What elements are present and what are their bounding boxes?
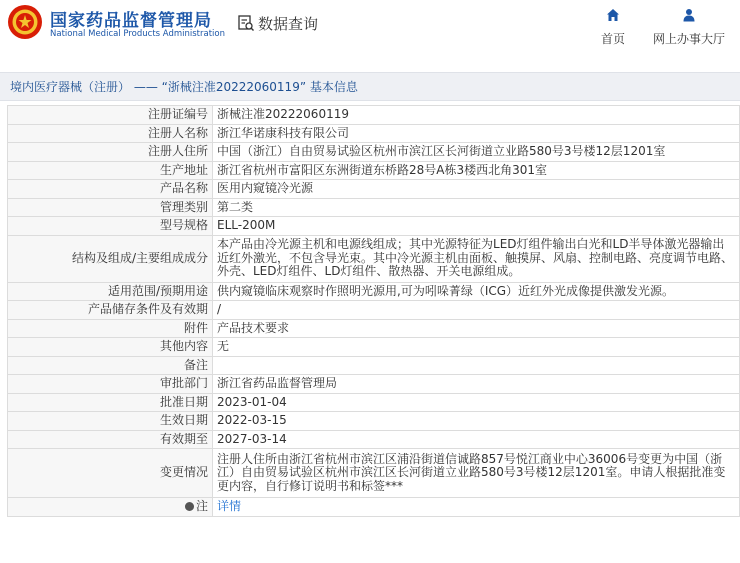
home-icon — [606, 8, 620, 22]
nav-home-label: 首页 — [600, 32, 625, 46]
data-query-link[interactable] — [237, 12, 318, 34]
field-value: 2023-01-04 — [213, 393, 740, 412]
field-value: 浙械注准20222060119 — [213, 106, 740, 125]
org-name-en: National Medical Products Administration — [50, 29, 225, 39]
table-row — [8, 143, 740, 162]
table-row — [8, 106, 740, 125]
field-value — [213, 356, 740, 375]
breadcrumb-bar — [0, 72, 740, 101]
field-label: 产品储存条件及有效期 — [8, 301, 213, 320]
table-row — [8, 319, 740, 338]
table-row — [8, 217, 740, 236]
note-value-cell — [213, 498, 740, 517]
field-label: 注册人住所 — [8, 143, 213, 162]
org-name-cn: 国家药品监督管理局 — [50, 11, 212, 31]
table-row — [8, 301, 740, 320]
note-label: 注 — [195, 499, 208, 513]
field-value: 产品技术要求 — [213, 319, 740, 338]
table-row — [8, 161, 740, 180]
field-label: 生产地址 — [8, 161, 213, 180]
field-value: 本产品由冷光源主机和电源线组成；其中光源特征为LED灯组件输出白光和LD半导体激光器输出近红外激光，不包含导光束。其中冷光源主机由面板、触摸屏、风扇、控制电路、亮度调节电路、外壳、LED灯组件、LD灯组件、散热器、开关电源组成。 — [213, 235, 740, 282]
table-row — [8, 430, 740, 449]
table-row — [8, 356, 740, 375]
note-label-cell — [8, 498, 213, 517]
data-query-icon — [237, 14, 255, 32]
field-label: 审批部门 — [8, 375, 213, 394]
field-label: 附件 — [8, 319, 213, 338]
details-link[interactable]: 详情 — [217, 499, 242, 513]
data-query-label: 数据查询 — [258, 14, 319, 33]
table-row — [8, 180, 740, 199]
note-bullet-icon — [185, 502, 194, 511]
table-row — [8, 198, 740, 217]
site-header — [0, 0, 740, 62]
field-value: ELL-200M — [213, 217, 740, 236]
field-label: 注册人名称 — [8, 124, 213, 143]
table-row — [8, 235, 740, 282]
field-label: 管理类别 — [8, 198, 213, 217]
field-value: 浙江省杭州市富阳区东洲街道东桥路28号A栋3楼西北角301室 — [213, 161, 740, 180]
table-row — [8, 375, 740, 394]
nmpa-emblem-icon — [7, 4, 43, 40]
field-label: 注册证编号 — [8, 106, 213, 125]
nav-online-service-hall[interactable] — [650, 8, 728, 47]
device-info-table — [7, 105, 740, 517]
field-value: 医用内窥镜冷光源 — [213, 180, 740, 199]
breadcrumb: 境内医疗器械（注册） —— “浙械注准20222060119” 基本信息 — [10, 80, 358, 94]
table-row-note — [8, 498, 740, 517]
user-icon — [682, 8, 696, 22]
field-label: 批准日期 — [8, 393, 213, 412]
field-value: 注册人住所由浙江省杭州市滨江区浦沿街道信诚路857号悦江商业中心36006号变更为中国（浙江）自由贸易试验区杭州市滨江区长河街道立业路580号3号楼12层1201室。申请人根据批准变更内容，自行修订说明书和标签*** — [213, 449, 740, 498]
table-row — [8, 124, 740, 143]
nav-home[interactable] — [598, 8, 628, 47]
field-label: 型号规格 — [8, 217, 213, 236]
table-row — [8, 449, 740, 498]
field-label: 备注 — [8, 356, 213, 375]
field-value: 浙江省药品监督管理局 — [213, 375, 740, 394]
field-label: 变更情况 — [8, 449, 213, 498]
field-value: 无 — [213, 338, 740, 357]
field-label: 产品名称 — [8, 180, 213, 199]
table-row — [8, 282, 740, 301]
field-label: 结构及组成/主要组成成分 — [8, 235, 213, 282]
field-value: 2022-03-15 — [213, 412, 740, 431]
field-value: 2027-03-14 — [213, 430, 740, 449]
field-label: 有效期至 — [8, 430, 213, 449]
field-value: 中国（浙江）自由贸易试验区杭州市滨江区长河街道立业路580号3号楼12层1201室 — [213, 143, 740, 162]
field-label: 生效日期 — [8, 412, 213, 431]
table-row — [8, 338, 740, 357]
field-value: 第二类 — [213, 198, 740, 217]
field-value: 供内窥镜临床观察时作照明光源用,可为吲哚菁绿（ICG）近红外光成像提供激发光源。 — [213, 282, 740, 301]
field-label: 适用范围/预期用途 — [8, 282, 213, 301]
nav-online-label: 网上办事大厅 — [652, 32, 725, 46]
field-value: 浙江华诺康科技有限公司 — [213, 124, 740, 143]
field-label: 其他内容 — [8, 338, 213, 357]
field-value: / — [213, 301, 740, 320]
table-row — [8, 393, 740, 412]
table-row — [8, 412, 740, 431]
